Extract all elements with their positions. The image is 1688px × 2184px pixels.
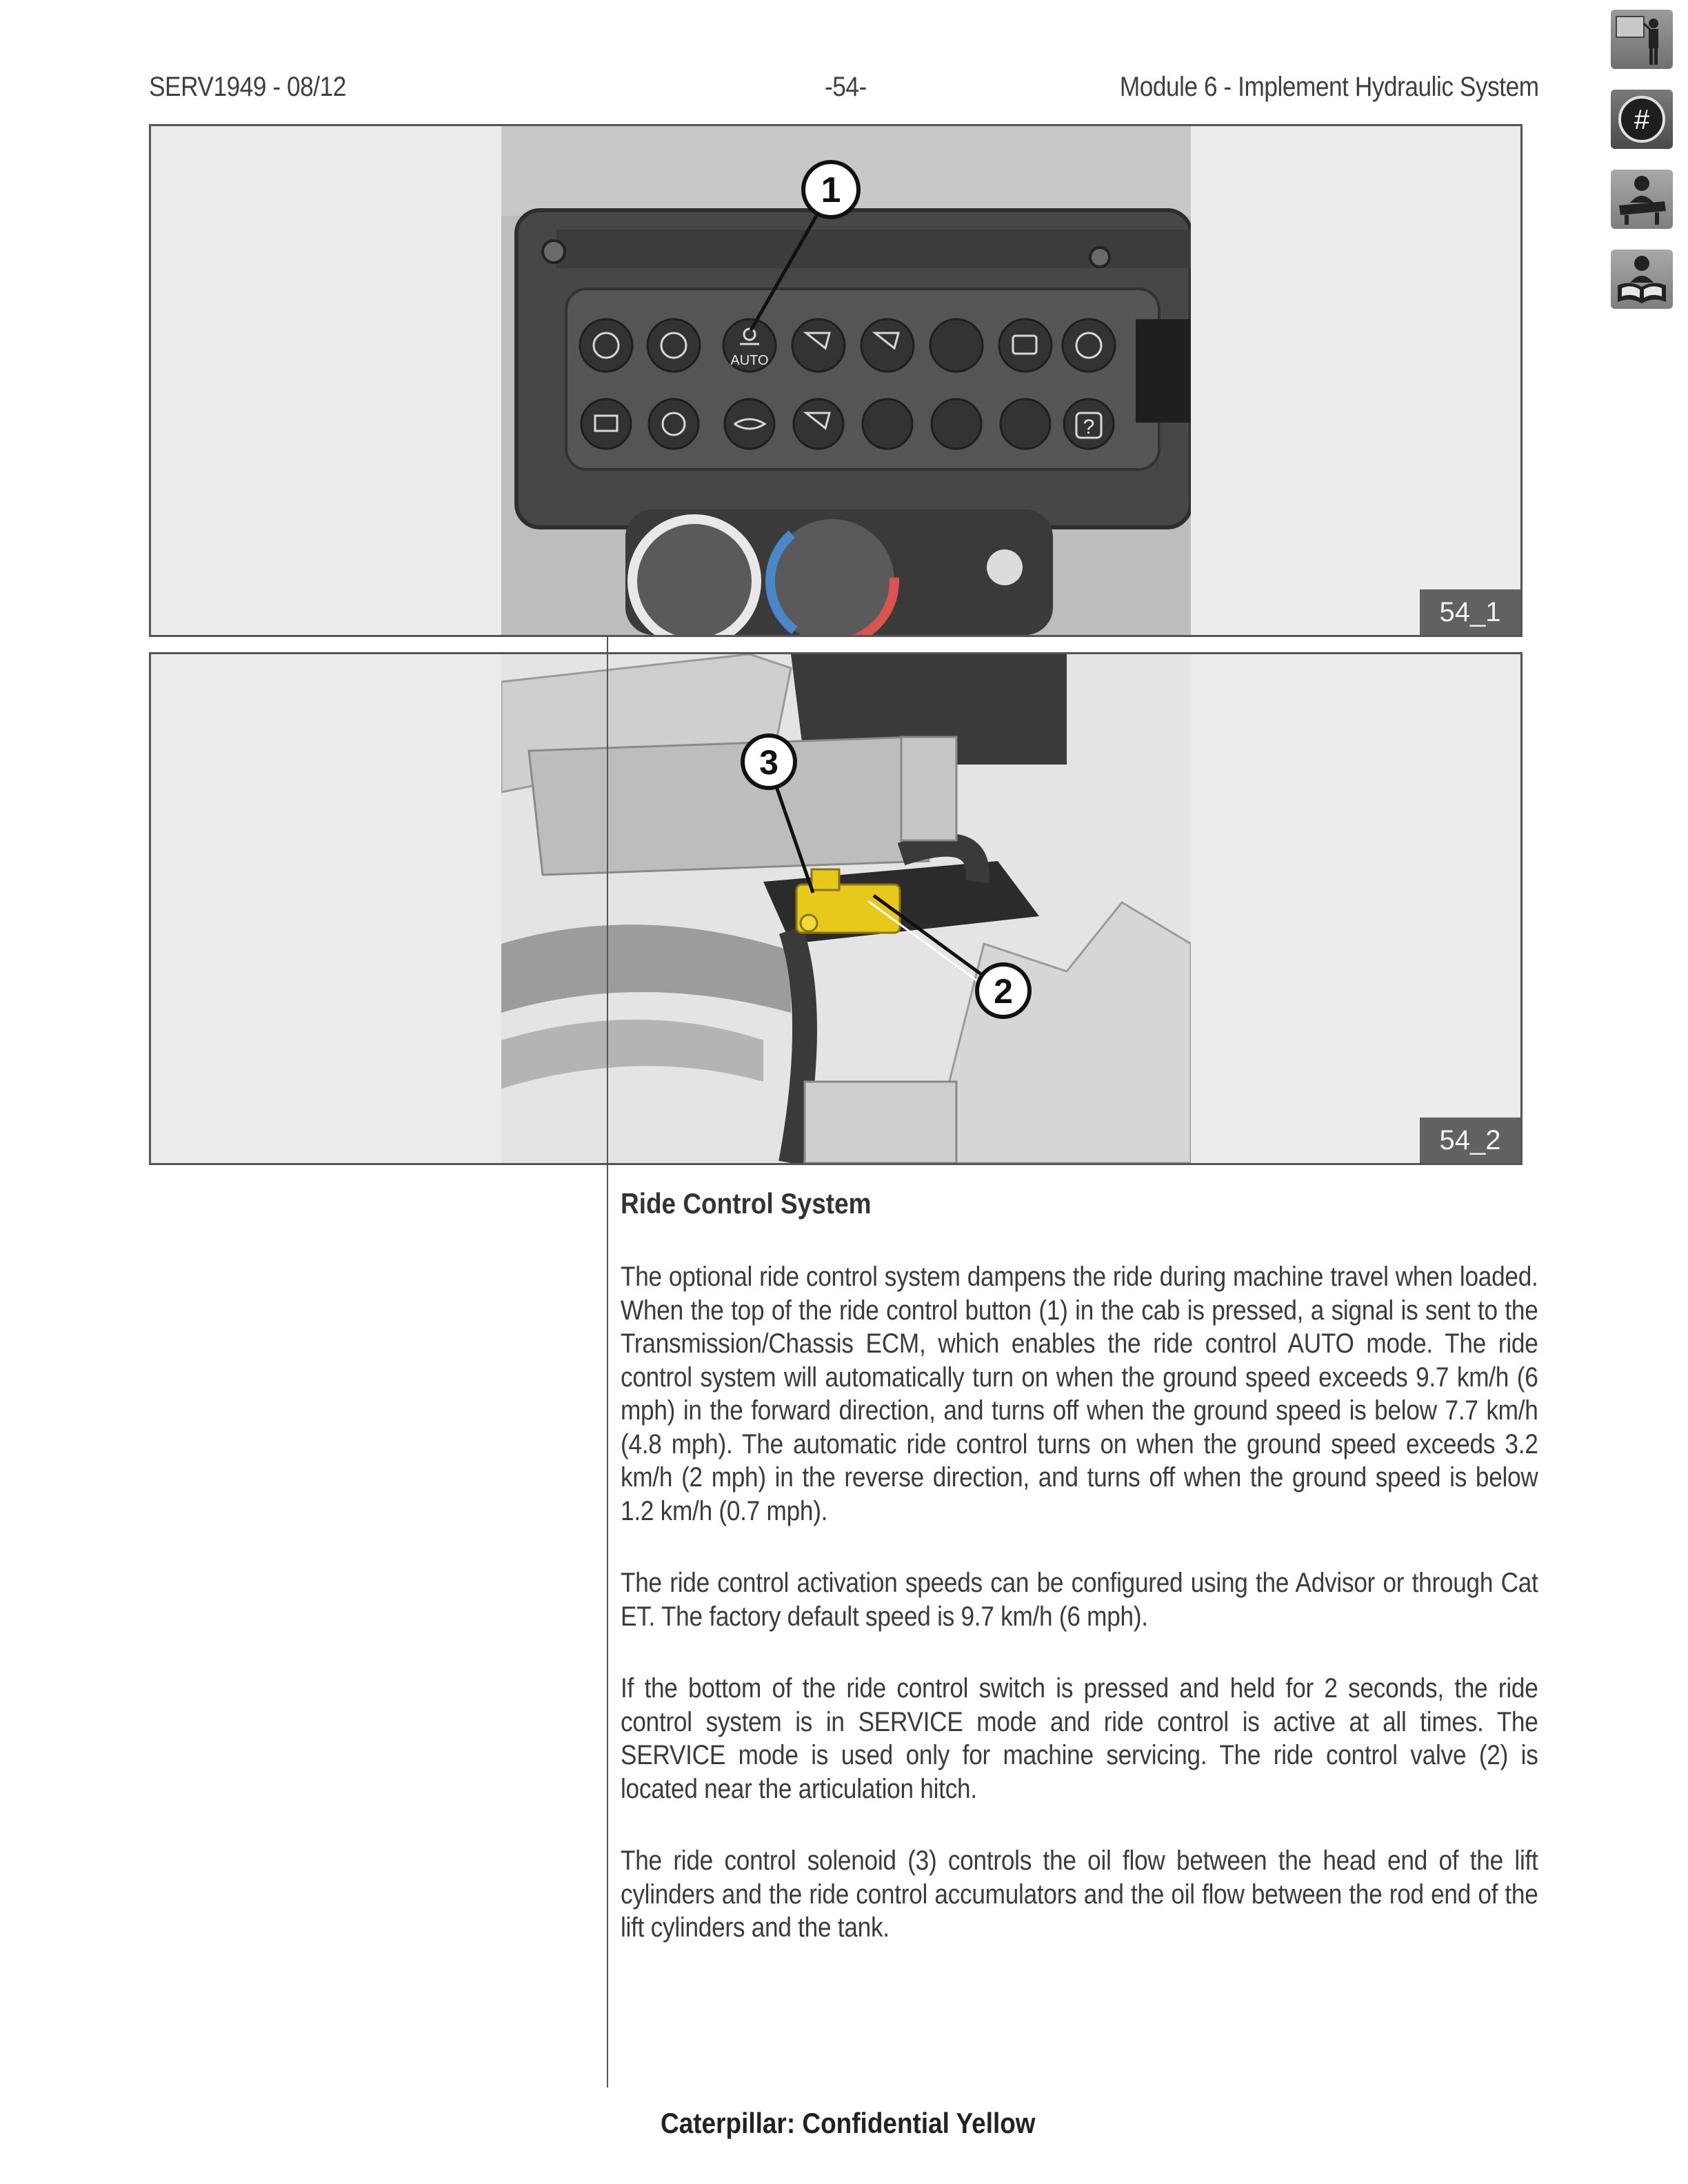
student-desk-icon[interactable] [1611,170,1673,229]
figure-cab-switch-panel [149,124,1523,637]
cab-switch-panel-photo [501,126,1191,635]
auto-button-text: AUTO [730,353,769,368]
ride-control-valve-illustration [501,654,1191,1163]
page-number-icon[interactable] [1611,90,1673,149]
paragraph: The optional ride control system dampens the ride during machine travel when loaded. When the top of the ride control button (1) in the cab is pressed, a signal is sent to the Transmission/Chassis ECM, which enables the ride control AUTO mode. The ride control system will automatically turn on when the ground speed exceeds 9.7 km/h (6 mph) in the forward direction, and turns off when the ground speed is below 7.7 km/h (4.8 mph). The automatic ride control turns on when the ground speed exceeds 3.2 km/h (2 mph) in the reverse direction, and turns off when the ground speed is below 1.2 km/h (0.7 mph). [621,1262,1538,1526]
callout-1: 1 [821,170,841,210]
page-number: -54- [825,72,867,102]
help-button-glyph: ? [1083,416,1095,438]
number-sign-glyph: # [1634,105,1650,135]
section-title: Ride Control System [621,1187,872,1220]
callout-2: 2 [994,972,1013,1011]
paragraph: The ride control activation speeds can be configured using the Advisor or through Cat ET. The factory default speed is 9.7 km/h (6 mph). [621,1568,1538,1632]
figure-label: 54_2 [1420,1118,1520,1163]
figure-label: 54_1 [1420,589,1520,635]
text-column [621,1187,1539,1983]
callout-3: 3 [759,743,778,782]
paragraph: The ride control solenoid (3) controls the oil flow between the head end of the lift cylinders and the ride control accumulators and the oil flow between the rod end of the lift cylinders and the tank. [621,1846,1538,1943]
column-divider [607,637,608,2087]
document-code: SERV1949 - 08/12 [149,72,346,102]
presenter-icon[interactable] [1611,10,1673,69]
module-title: Module 6 - Implement Hydraulic System [1120,72,1539,102]
paragraph: If the bottom of the ride control switch is pressed and held for 2 seconds, the ride control system is in SERVICE mode and ride control is active at all times. The SERVICE mode is used only for machine servicing. The ride control valve (2) is located near the articulation hitch. [621,1673,1538,1804]
figure-ride-control-valve [149,652,1523,1165]
reader-book-icon[interactable] [1611,250,1673,309]
confidentiality-footer: Caterpillar: Confidential Yellow [661,2107,1036,2139]
